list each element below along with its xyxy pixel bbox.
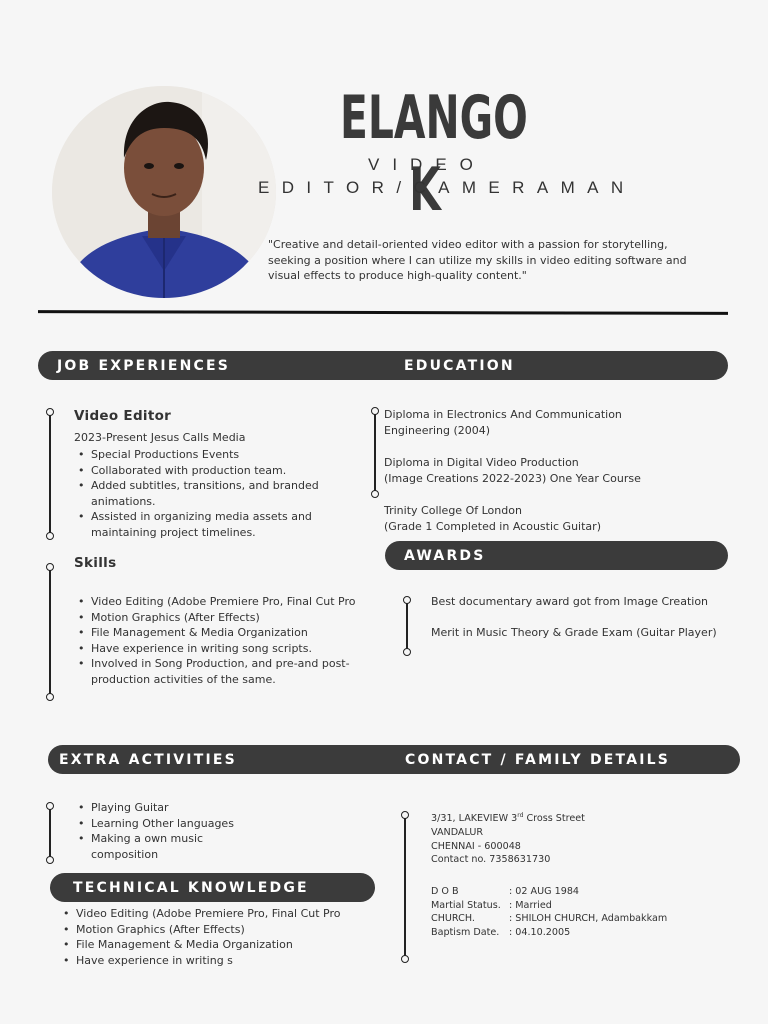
timeline-extra: [45, 802, 55, 864]
address-line: CHENNAI - 600048: [431, 840, 521, 852]
technical-list: [59, 906, 359, 968]
section-bar-technical: [50, 873, 375, 902]
list-item: • Playing Guitar: [74, 800, 264, 816]
address-line: 3/31, LAKEVIEW 3rd Cross Street: [431, 812, 585, 825]
family-row: D O B : 02 AUG 1984: [431, 886, 580, 897]
family-row: Baptism Date. : 04.10.2005: [431, 927, 571, 939]
section-title-extra-activities: EXTRA ACTIVITIES: [59, 751, 237, 768]
education-degree: Trinity College Of London: [384, 504, 522, 517]
education-detail: (Image Creations 2022-2023) One Year Course: [384, 471, 641, 485]
education-degree: Diploma in Digital Video Production: [384, 456, 579, 469]
person-portrait-image: [52, 86, 276, 298]
list-item: • Added subtitles, transitions, and branded animations.: [74, 478, 344, 509]
timeline-education: [370, 407, 380, 498]
section-title-awards: AWARDS: [404, 547, 486, 564]
section-title-contact: CONTACT / FAMILY DETAILS: [405, 751, 671, 768]
candidate-name: ELANGO K: [340, 83, 528, 225]
header-divider: [38, 310, 728, 315]
list-item: • Have experience in writing song scripts.: [74, 641, 366, 657]
award-item: Best documentary award got from Image Creation: [431, 595, 709, 608]
skills-title: Skills: [74, 555, 117, 571]
skills-bullets: [74, 594, 366, 687]
family-row: CHURCH. : SHILOH CHURCH, Adambakkam: [431, 913, 668, 925]
timeline-job: [45, 408, 55, 540]
section-bar-extra-contact: [48, 745, 740, 774]
list-item: • Motion Graphics (After Effects): [59, 922, 359, 938]
job-title: Video Editor: [74, 408, 172, 424]
address-line: VANDALUR: [431, 826, 484, 838]
job-bullets: [74, 447, 344, 540]
education-detail: (Grade 1 Completed in Acoustic Guitar): [384, 519, 601, 533]
section-title-technical: TECHNICAL KNOWLEDGE: [73, 879, 309, 896]
list-item: • Involved in Song Production, and pre-and post-production activities of the same.: [74, 656, 366, 687]
list-item: • File Management & Media Organization: [74, 625, 366, 641]
family-row: Martial Status. : Married: [431, 899, 552, 911]
profile-summary: "Creative and detail-oriented video editor with a passion for storytelling, seeking a position where I can utilize my skills in video editing software and visual effects to produce high-quality content.": [268, 238, 687, 282]
list-item: • Video Editing (Adobe Premiere Pro, Final Cut Pro: [74, 594, 366, 610]
profile-photo: [52, 86, 276, 298]
education-item: [384, 407, 724, 438]
list-item: • File Management & Media Organization: [59, 937, 359, 953]
list-item: • Collaborated with production team.: [74, 463, 344, 479]
list-item: • Video Editing (Adobe Premiere Pro, Final Cut Pro: [59, 906, 359, 922]
contact-address: [431, 809, 731, 867]
list-item: • Making a own music composition: [74, 831, 264, 862]
section-title-education: EDUCATION: [404, 357, 515, 374]
role-title-line2: EDITOR/CAMERAMAN: [258, 178, 636, 197]
role-title-line1: VIDEO: [368, 155, 486, 174]
education-item: [384, 455, 724, 486]
list-item: • Special Productions Events: [74, 447, 344, 463]
award-item: Merit in Music Theory & Grade Exam (Guitar Player): [431, 626, 717, 639]
timeline-awards: [402, 596, 412, 656]
extra-activities-list: [74, 800, 264, 862]
contact-phone: Contact no. 7358631730: [431, 854, 551, 866]
list-item: • Learning Other languages: [74, 816, 264, 832]
education-degree: Diploma in Electronics And Communication: [384, 408, 622, 421]
section-title-job-experiences: JOB EXPERIENCES: [57, 357, 231, 374]
family-details: [431, 885, 731, 940]
job-period: 2023-Present Jesus Calls Media: [74, 431, 246, 444]
list-item: • Have experience in writing s: [59, 953, 359, 969]
list-item: • Assisted in organizing media assets and maintaining project timelines.: [74, 509, 344, 540]
timeline-contact: [400, 811, 410, 963]
list-item: • Motion Graphics (After Effects): [74, 610, 366, 626]
education-item: [384, 503, 724, 534]
section-bar-awards: [385, 541, 728, 570]
timeline-skills: [45, 563, 55, 701]
section-bar-experience-education: [38, 351, 728, 380]
education-detail: Engineering (2004): [384, 423, 491, 437]
